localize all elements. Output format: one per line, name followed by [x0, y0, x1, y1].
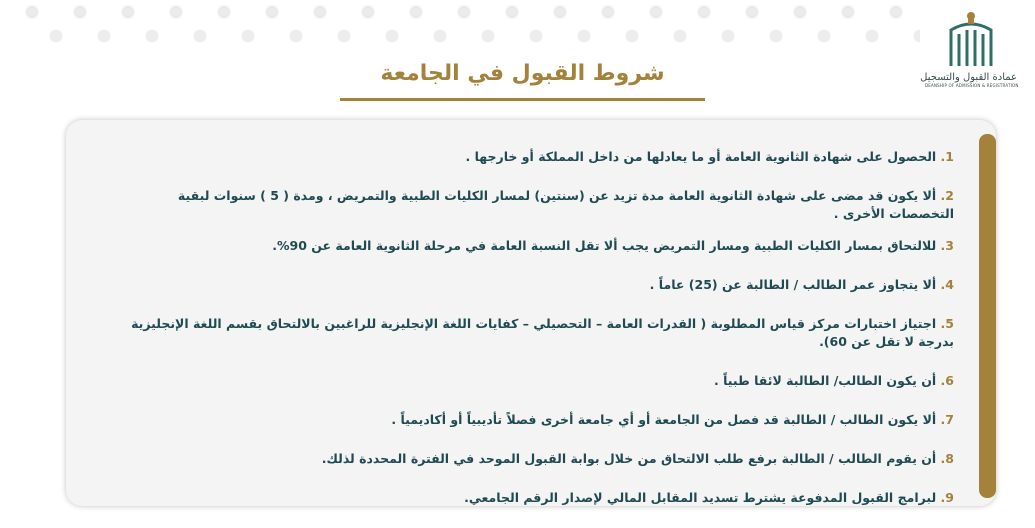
condition-item: [114, 276, 954, 294]
condition-text: اجتياز اختبارات مركز قياس المطلوبة ( القدرات العامة – التحصيلي – كفايات اللغة الإنجليزية للراغبين بالالتحاق بقسم اللغة الإنجليزية بدرجة لا تقل عن 60).: [131, 316, 954, 349]
condition-item: [134, 187, 954, 223]
page-title-block: [340, 56, 705, 101]
condition-item: [114, 411, 954, 429]
condition-text: ألا يكون الطالب / الطالبة قد فصل من الجامعة أو أي جامعة أخرى فصلاً تأديبياً أو أكاديمياً .: [391, 412, 937, 427]
condition-number: 4.: [940, 277, 954, 292]
condition-item: [114, 450, 954, 468]
condition-number: 5.: [940, 316, 954, 331]
condition-item: [114, 489, 954, 507]
title-underline: [340, 98, 705, 101]
condition-number: 2.: [940, 188, 954, 203]
condition-text: ألا يتجاوز عمر الطالب / الطالبة عن (25) عاماً .: [649, 277, 937, 292]
logo-name-en: DEANSHIP OF ADMISSION & REGISTRATION: [925, 83, 1019, 88]
condition-item: [114, 148, 954, 166]
condition-text: للالتحاق بمسار الكليات الطبية ومسار التمريض يجب ألا تقل النسبة العامة في مرحلة الثانوية العامة عن 90%.: [272, 238, 937, 253]
decorative-pattern-strip: [20, 0, 920, 50]
condition-text: أن يقوم الطالب / الطالبة برفع طلب الالتحاق من خلال بوابة القبول الموحد في الفترة المحددة لذلك.: [321, 451, 937, 466]
condition-item: [114, 237, 954, 255]
page-title: شروط القبول في الجامعة: [380, 61, 665, 86]
conditions-list: [114, 148, 954, 528]
condition-number: 9.: [940, 490, 954, 505]
condition-number: 1.: [940, 149, 954, 164]
condition-number: 6.: [940, 373, 954, 388]
condition-number: 7.: [940, 412, 954, 427]
condition-item: [114, 372, 954, 390]
conditions-card: [66, 120, 996, 506]
condition-text: لبرامج القبول المدفوعة يشترط تسديد المقابل المالي لإصدار الرقم الجامعي.: [464, 490, 937, 505]
deanship-logo[interactable]: [920, 8, 1019, 92]
card-accent-bar: [979, 134, 996, 498]
logo-name-ar: عمادة القبول والتسجيل: [920, 72, 1017, 83]
deanship-logo-icon: [941, 8, 1001, 70]
condition-text: أن يكون الطالب/ الطالبة لائقا طبياً .: [713, 373, 937, 388]
condition-item: [109, 315, 954, 351]
condition-text: الحصول على شهادة الثانوية العامة أو ما يعادلها من داخل المملكة أو خارجها .: [465, 149, 937, 164]
condition-text: ألا يكون قد مضى على شهادة الثانوية العامة مدة تزيد عن (سنتين) لمسار الكليات الطبية والتمريض ، ومدة ( 5 ) سنوات لبقية التخصصات الأخرى .: [177, 188, 954, 221]
condition-number: 3.: [940, 238, 954, 253]
condition-number: 8.: [940, 451, 954, 466]
